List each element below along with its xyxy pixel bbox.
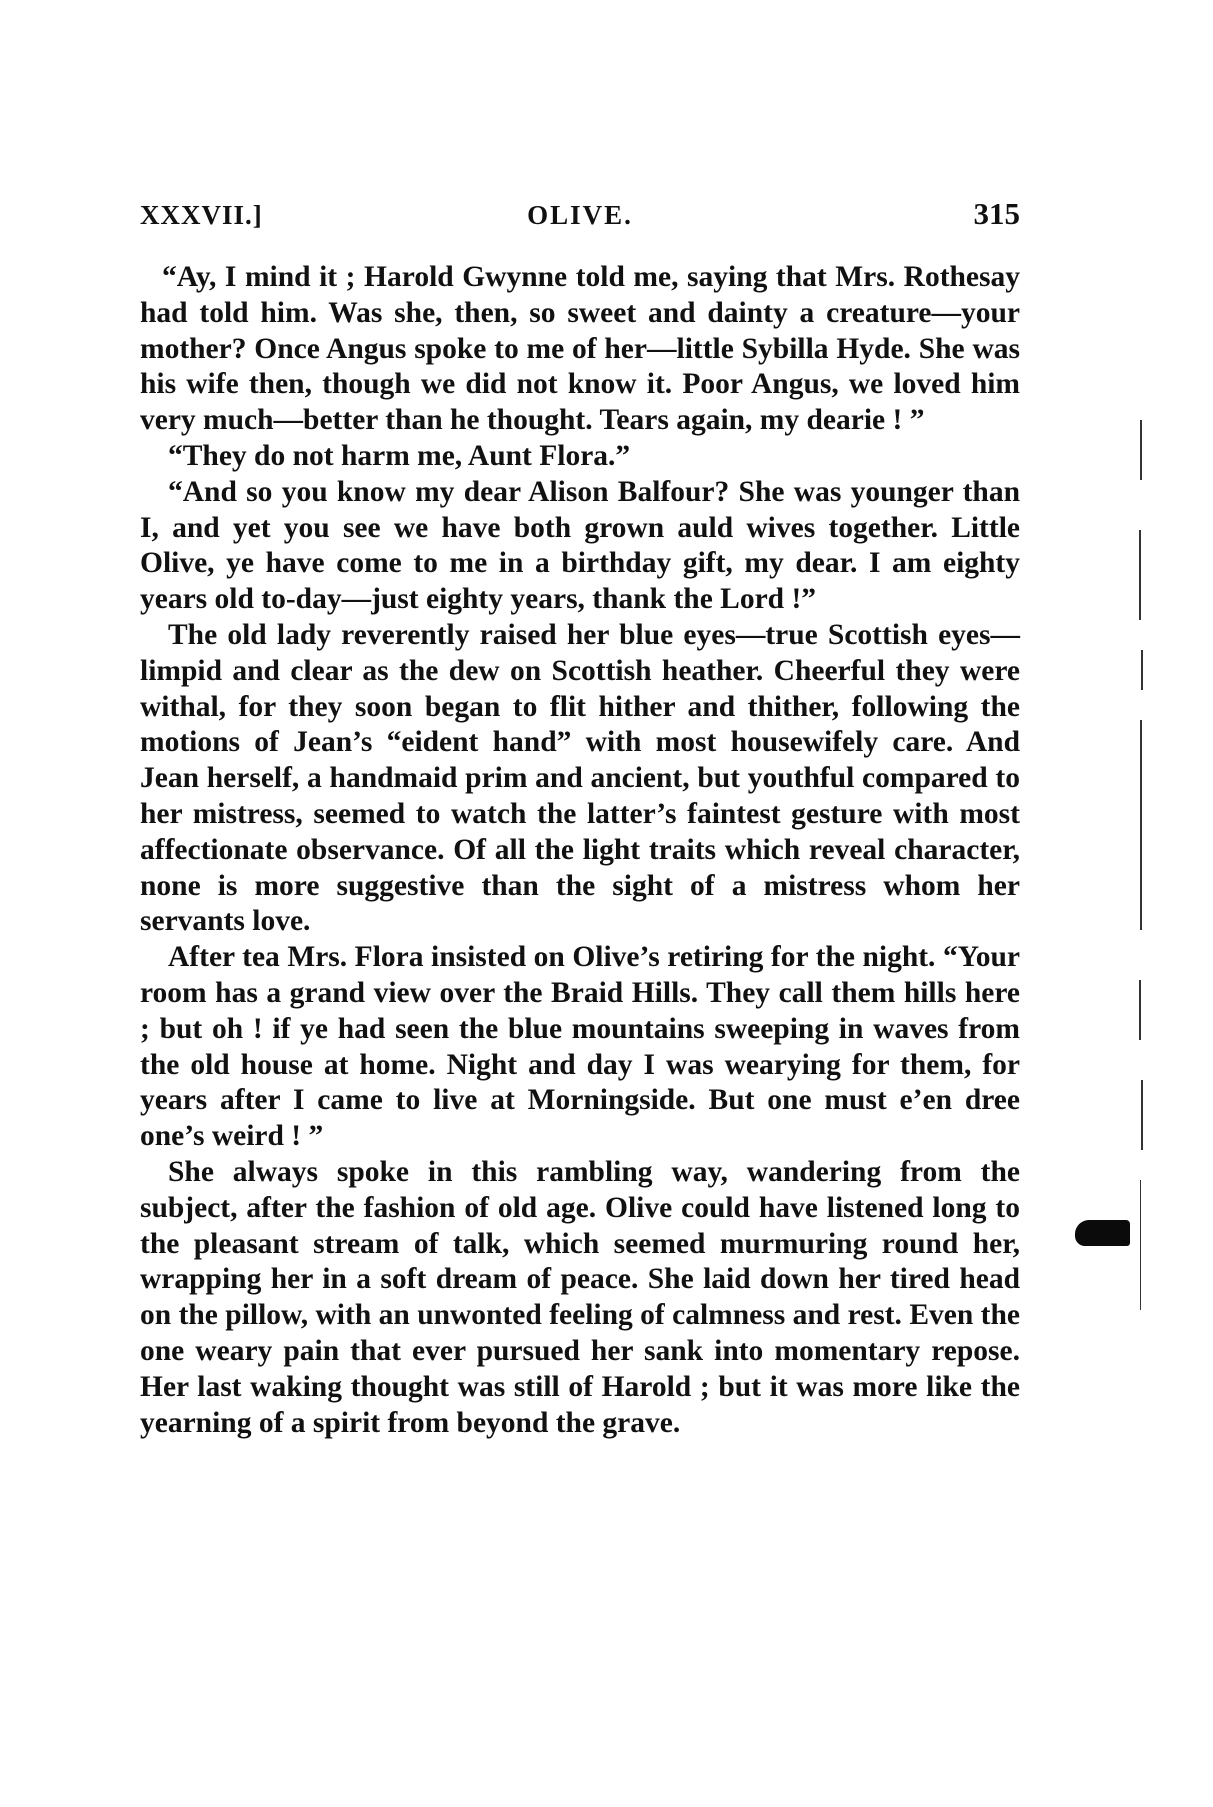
paragraph: “And so you know my dear Alison Balfour? She was younger than I, and yet you see we have both grown auld wives together. Little Olive, ye have come to me in a birthday gift, my dear. I am eighty years old to-day—just eighty years, thank the Lord !” [140, 475, 1020, 616]
page-header [140, 196, 1020, 240]
paragraph: After tea Mrs. Flora insisted on Olive’s retiring for the night. “Your room has a grand view over the Braid Hills. They call them hills here ; but oh ! if ye had seen the blue mountains sweeping in waves from the old house at home. Night and day I was wearying for them, for years after I came to live at Morningside. But one must e’en dree one’s weird ! ” [140, 941, 1020, 1153]
margin-mark [1141, 1080, 1143, 1150]
paragraph: She always spoke in this rambling way, wandering from the subject, after the fashion of old age. Olive could have listened long to the pleasant stream of talk, which seemed murmuring round her, wrapping her in a soft dream of peace. She laid down her tired head on the pillow, with an unwonted feeling of calmness and rest. Even the one weary pain that ever pursued her sank into momentary repose. Her last waking thought was still of Harold ; but it was more like the yearning of a spirit from beyond the grave. [140, 1155, 1020, 1439]
running-title: OLIVE. [527, 200, 633, 230]
paragraph: “They do not harm me, Aunt Flora.” [168, 439, 631, 472]
margin-scan-artifacts [1128, 420, 1158, 1320]
margin-mark [1140, 1180, 1141, 1310]
paragraph: The old lady reverently raised her blue eyes—true Scottish eyes—limpid and clear as the dew on Scottish heather. Cheerful they were withal, for they soon began to flit hither and thither, following the motions of Jean’s “eident hand” with most housewifely care. And Jean herself, a handmaid prim and ancient, but youthful compared to her mistress, seemed to watch the latter’s faintest gesture with most affectionate observance. Of all the light traits which reveal character, none is more suggestive than the sight of a mistress whom her servants love. [140, 618, 1020, 938]
margin-mark [1139, 530, 1141, 620]
margin-mark [1140, 420, 1142, 480]
ink-blot [1075, 1220, 1130, 1246]
chapter-number: XXXVII.] [140, 200, 263, 230]
margin-mark [1141, 650, 1143, 690]
page-number: 315 [973, 196, 1020, 231]
margin-mark [1140, 720, 1142, 930]
body-text [140, 260, 1020, 1441]
margin-mark [1139, 980, 1141, 1040]
paragraph: “Ay, I mind it ; Harold Gwynne told me, saying that Mrs. Rothesay had told him. Was she, then, so sweet and dainty a creature—your mother? Once Angus spoke to me of her—little Sybilla Hyde. She was his wife then, though we did not know it. Poor Angus, we loved him very much—better than he thought. Tears again, my dearie ! ” [140, 261, 1020, 437]
